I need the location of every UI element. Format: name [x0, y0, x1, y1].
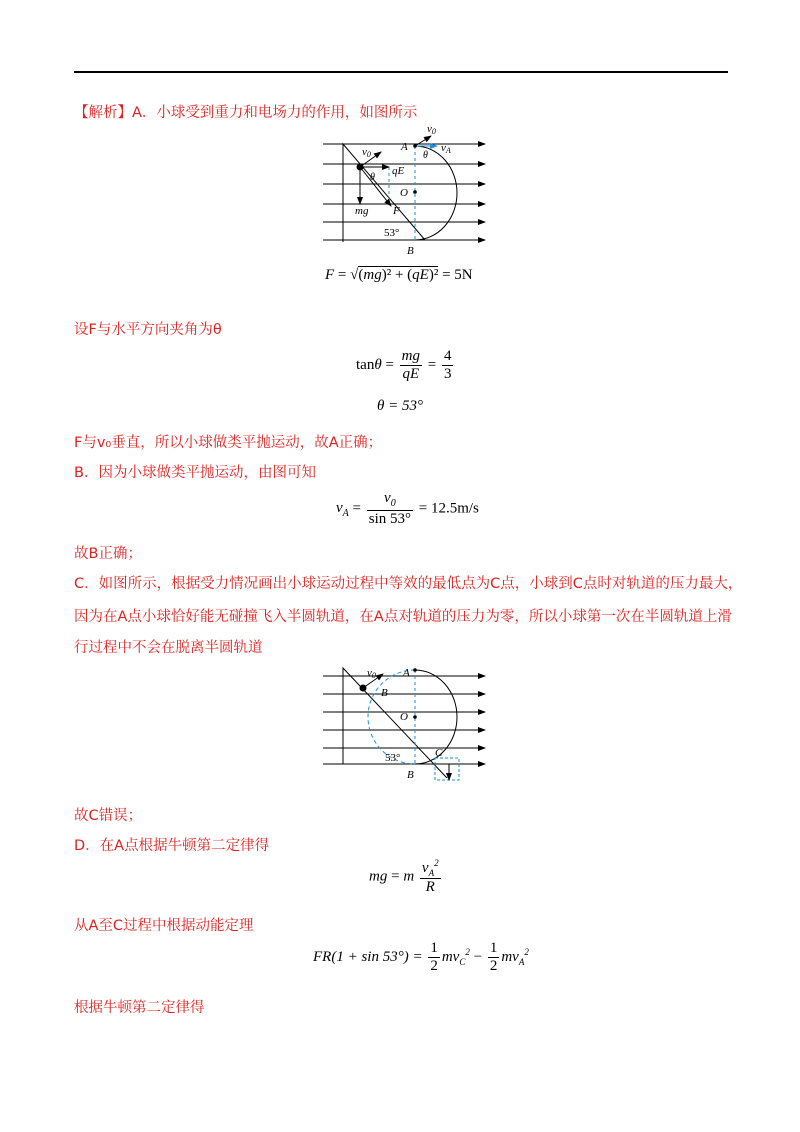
part-b-intro: B．因为小球做类平抛运动，由图可知	[74, 465, 316, 481]
svg-text:θ: θ	[370, 172, 375, 183]
svg-text:B: B	[407, 245, 414, 257]
analysis-intro: 【解析】A．小球受到重力和电场力的作用，如图所示	[74, 105, 418, 121]
svg-text:v0: v0	[367, 667, 376, 680]
equation-va: $v_A$ = $\frac{v_0}{\sin 53^\circ}$ = 12.5m/s	[336, 490, 479, 527]
svg-text:A: A	[403, 667, 410, 679]
svg-text:53°: 53°	[384, 227, 400, 239]
part-c-conclusion: 故C错误；	[74, 808, 143, 824]
a-to-c-text: 从A至C过程中根据动能定理	[74, 918, 254, 934]
part-c-line-2: 因为在A点小球恰好能无碰撞飞入半圆轨道，在A点对轨道的压力为零，所以小球第一次在半圆轨道上滑	[74, 609, 732, 625]
equation-force: F = √(mg)² + (qE)² = 5N	[325, 267, 473, 283]
newton-second-text: 根据牛顿第二定律得	[74, 1000, 205, 1016]
part-c-line-1: C．如图所示，根据受力情况画出小球运动过程中等效的最低点为C点，小球到C点时对轨道的压力最大，	[74, 576, 743, 592]
svg-text:qE: qE	[392, 165, 405, 177]
svg-text:vA: vA	[441, 142, 451, 155]
svg-text:O: O	[400, 711, 408, 723]
svg-text:C: C	[435, 747, 443, 759]
equation-theta: θ = 53°	[377, 398, 423, 414]
svg-text:53°: 53°	[385, 752, 401, 764]
svg-text:O: O	[400, 187, 408, 199]
figure-force-diagram	[315, 122, 490, 260]
part-d-intro: D．在A点根据牛顿第二定律得	[74, 838, 270, 854]
part-b-conclusion: 故B正确；	[74, 546, 142, 562]
svg-text:F: F	[393, 205, 400, 217]
equation-tan: tanθ = $\frac{mg}{qE}$ = $\frac{4}{3}$	[356, 348, 452, 383]
header-rule	[74, 71, 728, 73]
svg-text:B: B	[381, 687, 388, 699]
svg-text:mg: mg	[355, 205, 369, 217]
equation-energy: FR(1 + sin 53°) = $\frac{1}{2}$ $mv_C^2$ − $\frac{1}{2}$ $mv_A^2$	[313, 940, 529, 975]
set-theta-text: 设F与水平方向夹角为θ	[74, 322, 222, 338]
svg-text:A: A	[401, 141, 408, 153]
perpendicular-text: F与v₀垂直，所以小球做类平抛运动，故A正确；	[74, 435, 383, 451]
svg-text:v0: v0	[362, 146, 371, 159]
svg-text:θ: θ	[423, 150, 428, 161]
svg-text:B: B	[407, 769, 414, 781]
equation-newton-a: mg = m $\frac{v_A^2}{R}$	[369, 858, 439, 896]
figure-trajectory-diagram	[315, 662, 490, 790]
part-c-line-3: 行过程中不会在脱离半圆轨道	[74, 640, 263, 656]
svg-text:v0: v0	[427, 123, 436, 136]
